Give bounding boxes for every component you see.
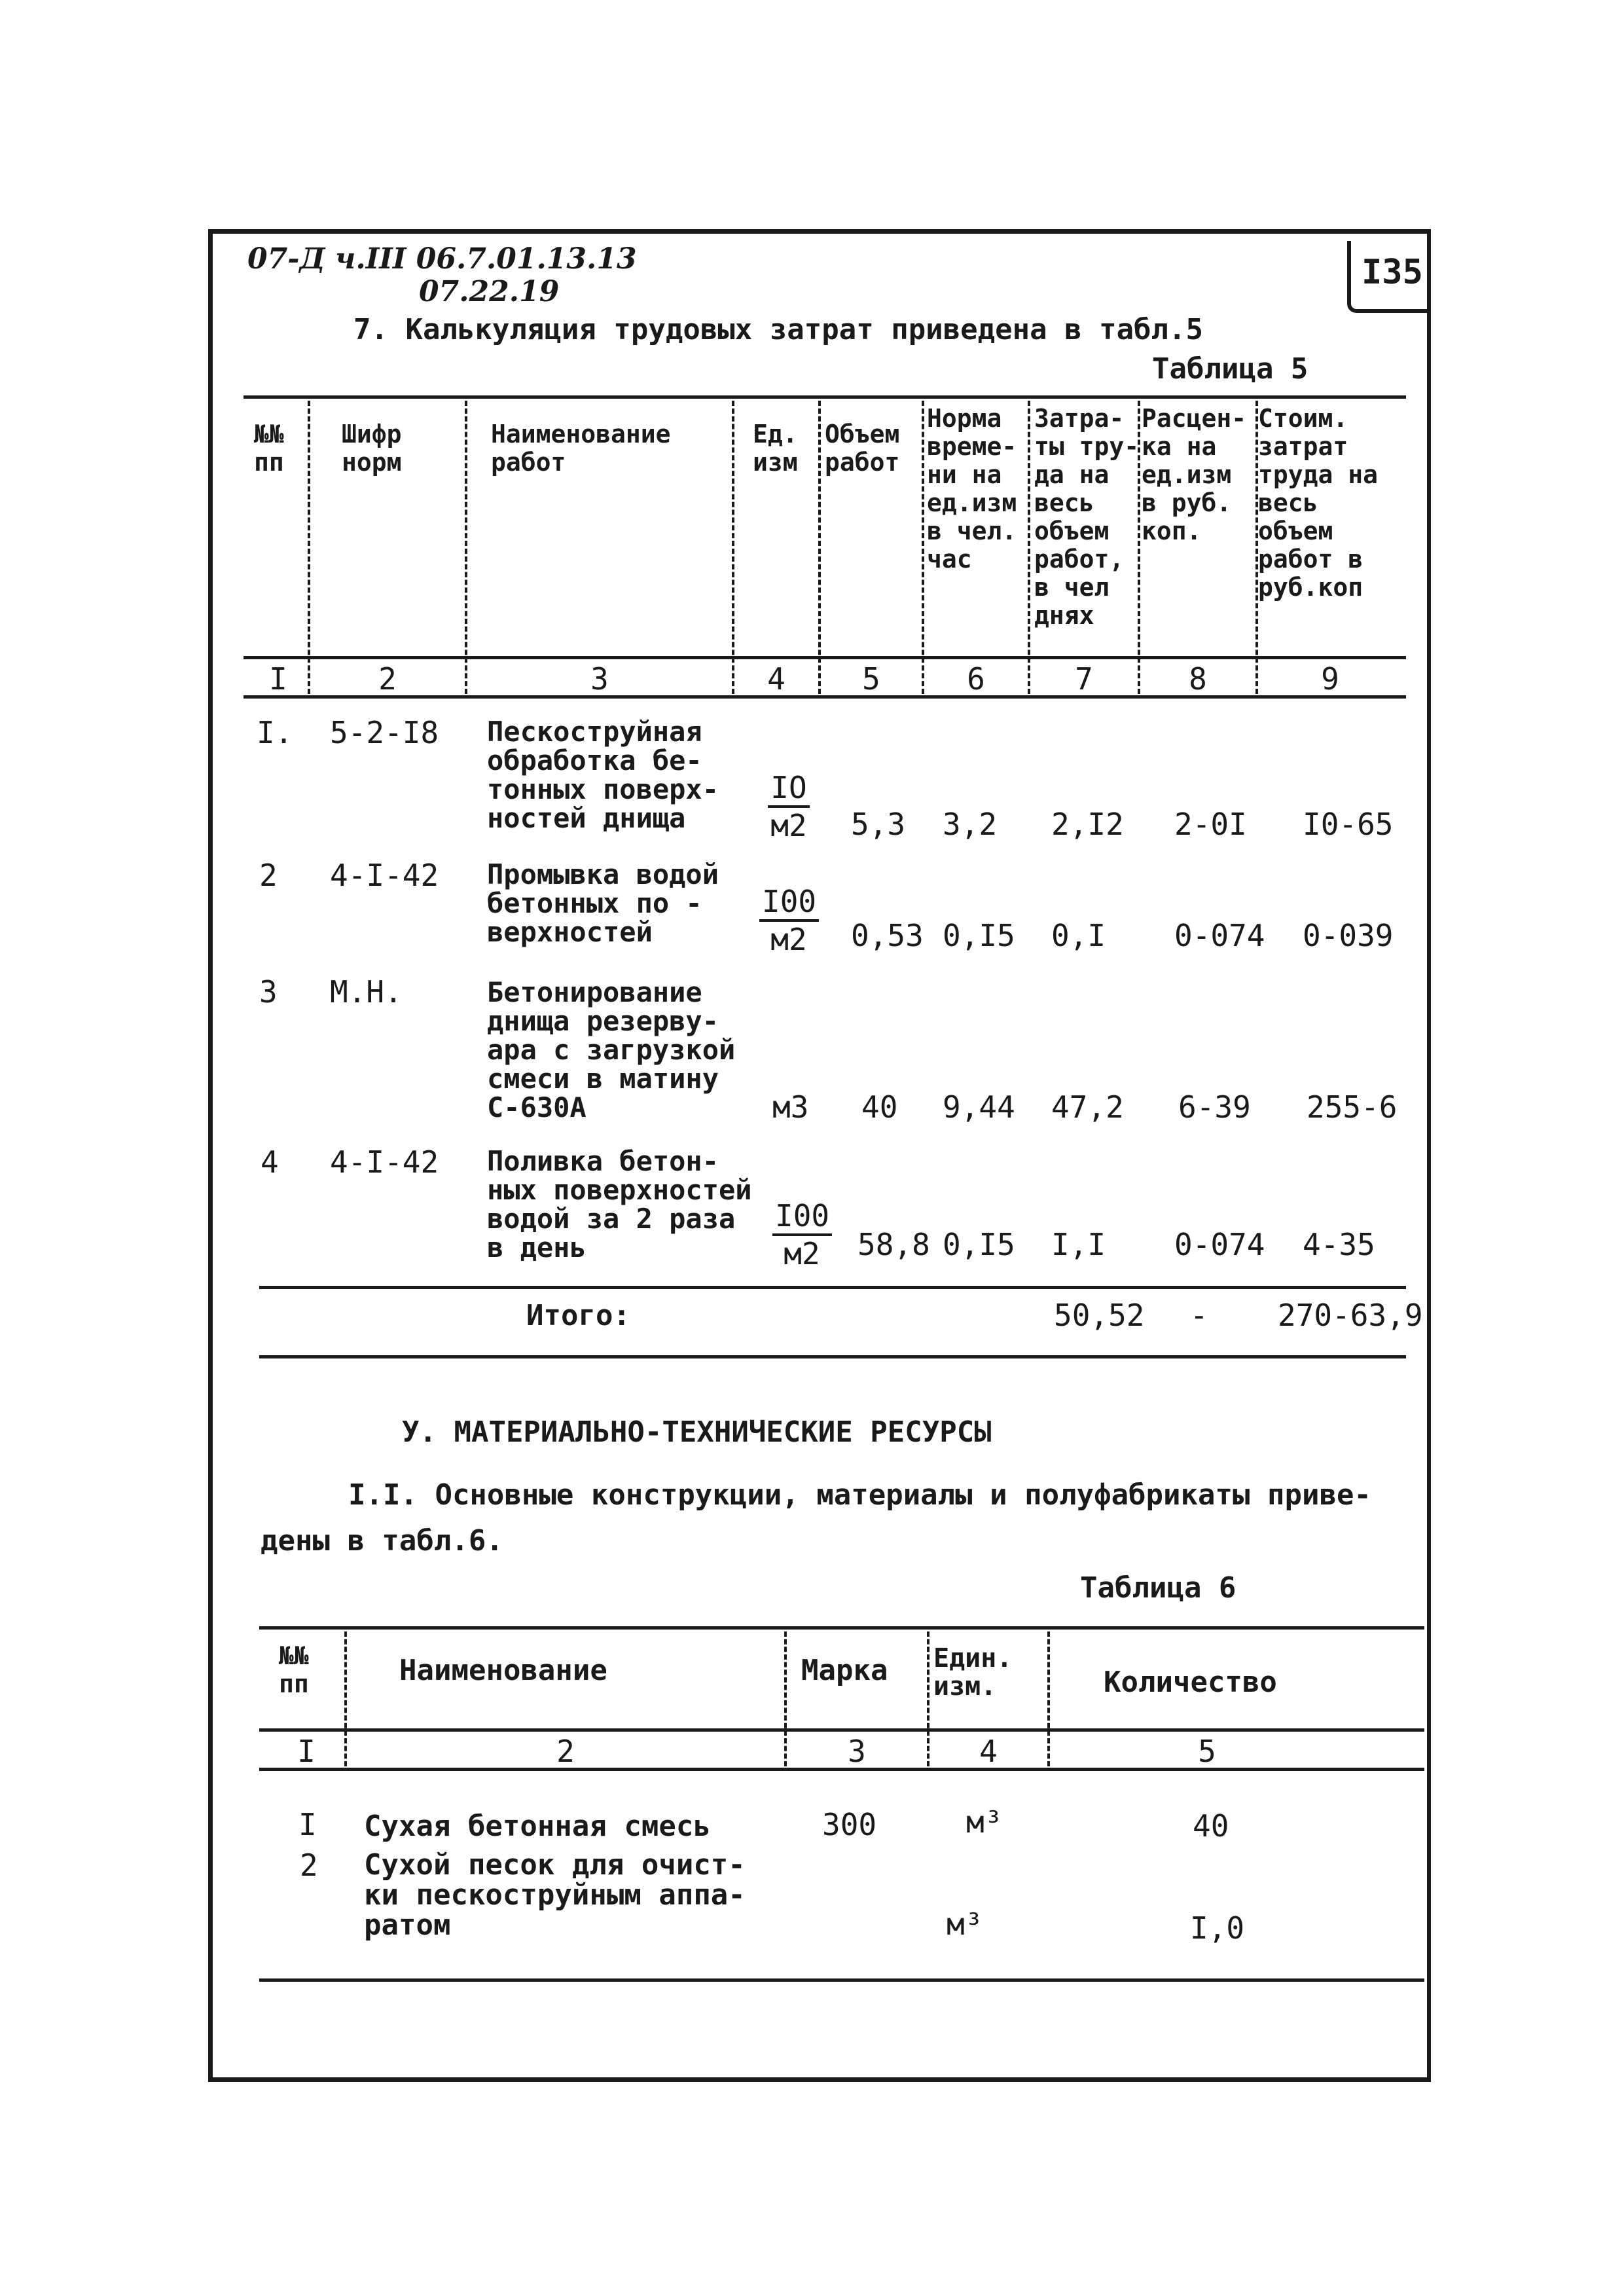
row-labor: 2,I2 [1051, 807, 1124, 842]
table6-header-rule [259, 1728, 1424, 1732]
unit-bottom: м2 [770, 922, 807, 957]
table5-header-name: Наименование работ [491, 420, 671, 477]
table5-colnum: 2 [378, 661, 397, 697]
row-name: Сухая бетонная смесь [364, 1810, 711, 1843]
table5-col-divider [732, 401, 734, 694]
row-number: I. [257, 715, 293, 750]
table5-colnum: 6 [967, 661, 985, 697]
table5-header-unit: Ед. изм [753, 420, 798, 477]
row-rate: 0-074 [1174, 1227, 1265, 1262]
row-name: Поливка бетон- ных поверхностей водой за 2 раза в день [487, 1145, 752, 1264]
total-label: Итого: [526, 1299, 630, 1332]
total-labor: 50,52 [1054, 1298, 1145, 1333]
row-unit: м³ [947, 1906, 983, 1942]
row-number: I [298, 1807, 317, 1842]
row-norm: 9,44 [943, 1089, 1015, 1125]
total-rate: - [1190, 1298, 1208, 1333]
row-volume: 0,53 [851, 918, 924, 953]
unit-top: I00 [772, 1198, 832, 1236]
row-code: М.Н. [330, 974, 403, 1010]
table5-col-divider [465, 401, 467, 694]
table6-header-name: Наименование [399, 1654, 607, 1687]
table6-header-qty: Количество [1104, 1666, 1277, 1699]
table6-header-mark: Марка [801, 1654, 888, 1687]
table5-header-code: Шифр норм [342, 420, 402, 477]
row-unit [759, 884, 818, 957]
row-code: 4-I-42 [330, 1144, 439, 1180]
section-5-heading: У. МАТЕРИАЛЬНО-ТЕХНИЧЕСКИЕ РЕСУРСЫ [402, 1415, 992, 1449]
row-cost: I0-65 [1303, 807, 1394, 842]
row-name: Бетонирование днища резерву- ара с загрузкой смеси в матину С-630А [487, 976, 736, 1123]
row-norm: 3,2 [943, 807, 998, 842]
table6-caption: Таблица 6 [1080, 1571, 1236, 1605]
table5-header-rate: Расцен- ка на ед.изм в руб. коп. [1142, 404, 1247, 545]
unit-bottom: м2 [784, 1236, 820, 1271]
table6-bottom-rule [259, 1978, 1424, 1982]
row-rate: 6-39 [1178, 1089, 1251, 1125]
paragraph-line-2: дены в табл.6. [261, 1524, 503, 1558]
row-cost: 255-6 [1307, 1089, 1398, 1125]
row-qty: 40 [1193, 1808, 1229, 1844]
table5-header-cost: Стоим. затрат труда на весь объем работ в руб.коп [1258, 404, 1379, 602]
table5-header-norm: Норма време- ни на ед.изм в чел. час [927, 404, 1017, 574]
unit-bottom: м2 [770, 808, 807, 843]
table5-colnum: 9 [1321, 661, 1339, 697]
table5-colnum: 4 [767, 661, 785, 697]
page-number: I35 [1362, 253, 1423, 292]
table5-col-divider [922, 401, 924, 694]
table5-header-rule [244, 656, 1406, 659]
section-7-heading: 7. Калькуляция трудовых затрат приведена в табл.5 [353, 313, 1204, 346]
row-unit: м3 [772, 1089, 809, 1125]
table5-col-divider [818, 401, 821, 694]
row-unit: м³ [966, 1804, 1003, 1840]
table6-colnum: 2 [556, 1734, 575, 1769]
table6-colnum: 4 [979, 1734, 998, 1769]
row-unit [759, 770, 818, 843]
row-volume: 40 [861, 1089, 898, 1125]
table5-colnum: 3 [590, 661, 609, 697]
row-name: Пескоструйная обработка бе- тонных поверх- ностей днища [487, 716, 719, 834]
row-number: 2 [300, 1848, 318, 1883]
row-norm: 0,I5 [943, 918, 1015, 953]
table6-top-rule [259, 1626, 1424, 1630]
row-labor: 47,2 [1051, 1089, 1124, 1125]
table5-colnum: 7 [1075, 661, 1093, 697]
unit-top: IO [768, 770, 809, 808]
row-labor: 0,I [1051, 918, 1106, 953]
table6-colnum: 3 [848, 1734, 866, 1769]
table5-caption: Таблица 5 [1152, 352, 1308, 386]
table5-header-volume: Объем работ [825, 420, 900, 477]
row-number: 3 [259, 974, 278, 1010]
row-name: Промывка водой бетонных по - верхностей [487, 858, 719, 948]
row-cost: 0-039 [1303, 918, 1394, 953]
total-cost: 270-63,9 [1278, 1298, 1423, 1333]
row-mark: 300 [822, 1807, 877, 1842]
row-cost: 4-35 [1303, 1227, 1375, 1262]
handwritten-reference-1: 07-Д ч.III 06.7.01.13.13 [247, 242, 637, 276]
table6-header-unit: Един. изм. [933, 1643, 1013, 1702]
page-number-box [1347, 241, 1430, 313]
table5-colnum: 5 [862, 661, 880, 697]
row-norm: 0,I5 [943, 1227, 1015, 1262]
row-qty: I,0 [1190, 1910, 1245, 1946]
handwritten-reference-2: 07.22.19 [419, 275, 560, 308]
table5-header-labor: Затра- ты тру- да на весь объем работ, в чел днях [1034, 404, 1140, 630]
table5-colnum: 8 [1189, 661, 1207, 697]
table6-header-n: №№ пп [279, 1641, 309, 1698]
row-rate: 2-0I [1174, 807, 1247, 842]
row-name: Сухой песок для очист- ки пескоструйным аппа- ратом [364, 1848, 746, 1942]
row-rate: 0-074 [1174, 918, 1265, 953]
row-labor: I,I [1051, 1227, 1106, 1262]
row-code: 4-I-42 [330, 858, 439, 893]
row-number: 2 [259, 858, 278, 893]
row-volume: 58,8 [857, 1227, 930, 1262]
unit-top: I00 [759, 884, 819, 922]
row-volume: 5,3 [851, 807, 906, 842]
table5-colnum: I [269, 661, 287, 697]
table5-total-rule [259, 1286, 1406, 1289]
row-code: 5-2-I8 [330, 715, 439, 750]
table5-top-rule [244, 395, 1406, 399]
table5-bottom-rule [259, 1355, 1406, 1358]
table5-header-n: №№ пп [254, 420, 284, 477]
paragraph-line-1: I.I. Основные конструкции, материалы и полуфабрикаты приве- [348, 1478, 1371, 1512]
table6-colnum: I [297, 1734, 316, 1769]
row-number: 4 [261, 1144, 279, 1180]
row-unit [772, 1198, 831, 1271]
table5-col-divider [308, 401, 310, 694]
table5-col-divider [1028, 401, 1030, 694]
table6-colnum: 5 [1198, 1734, 1216, 1769]
